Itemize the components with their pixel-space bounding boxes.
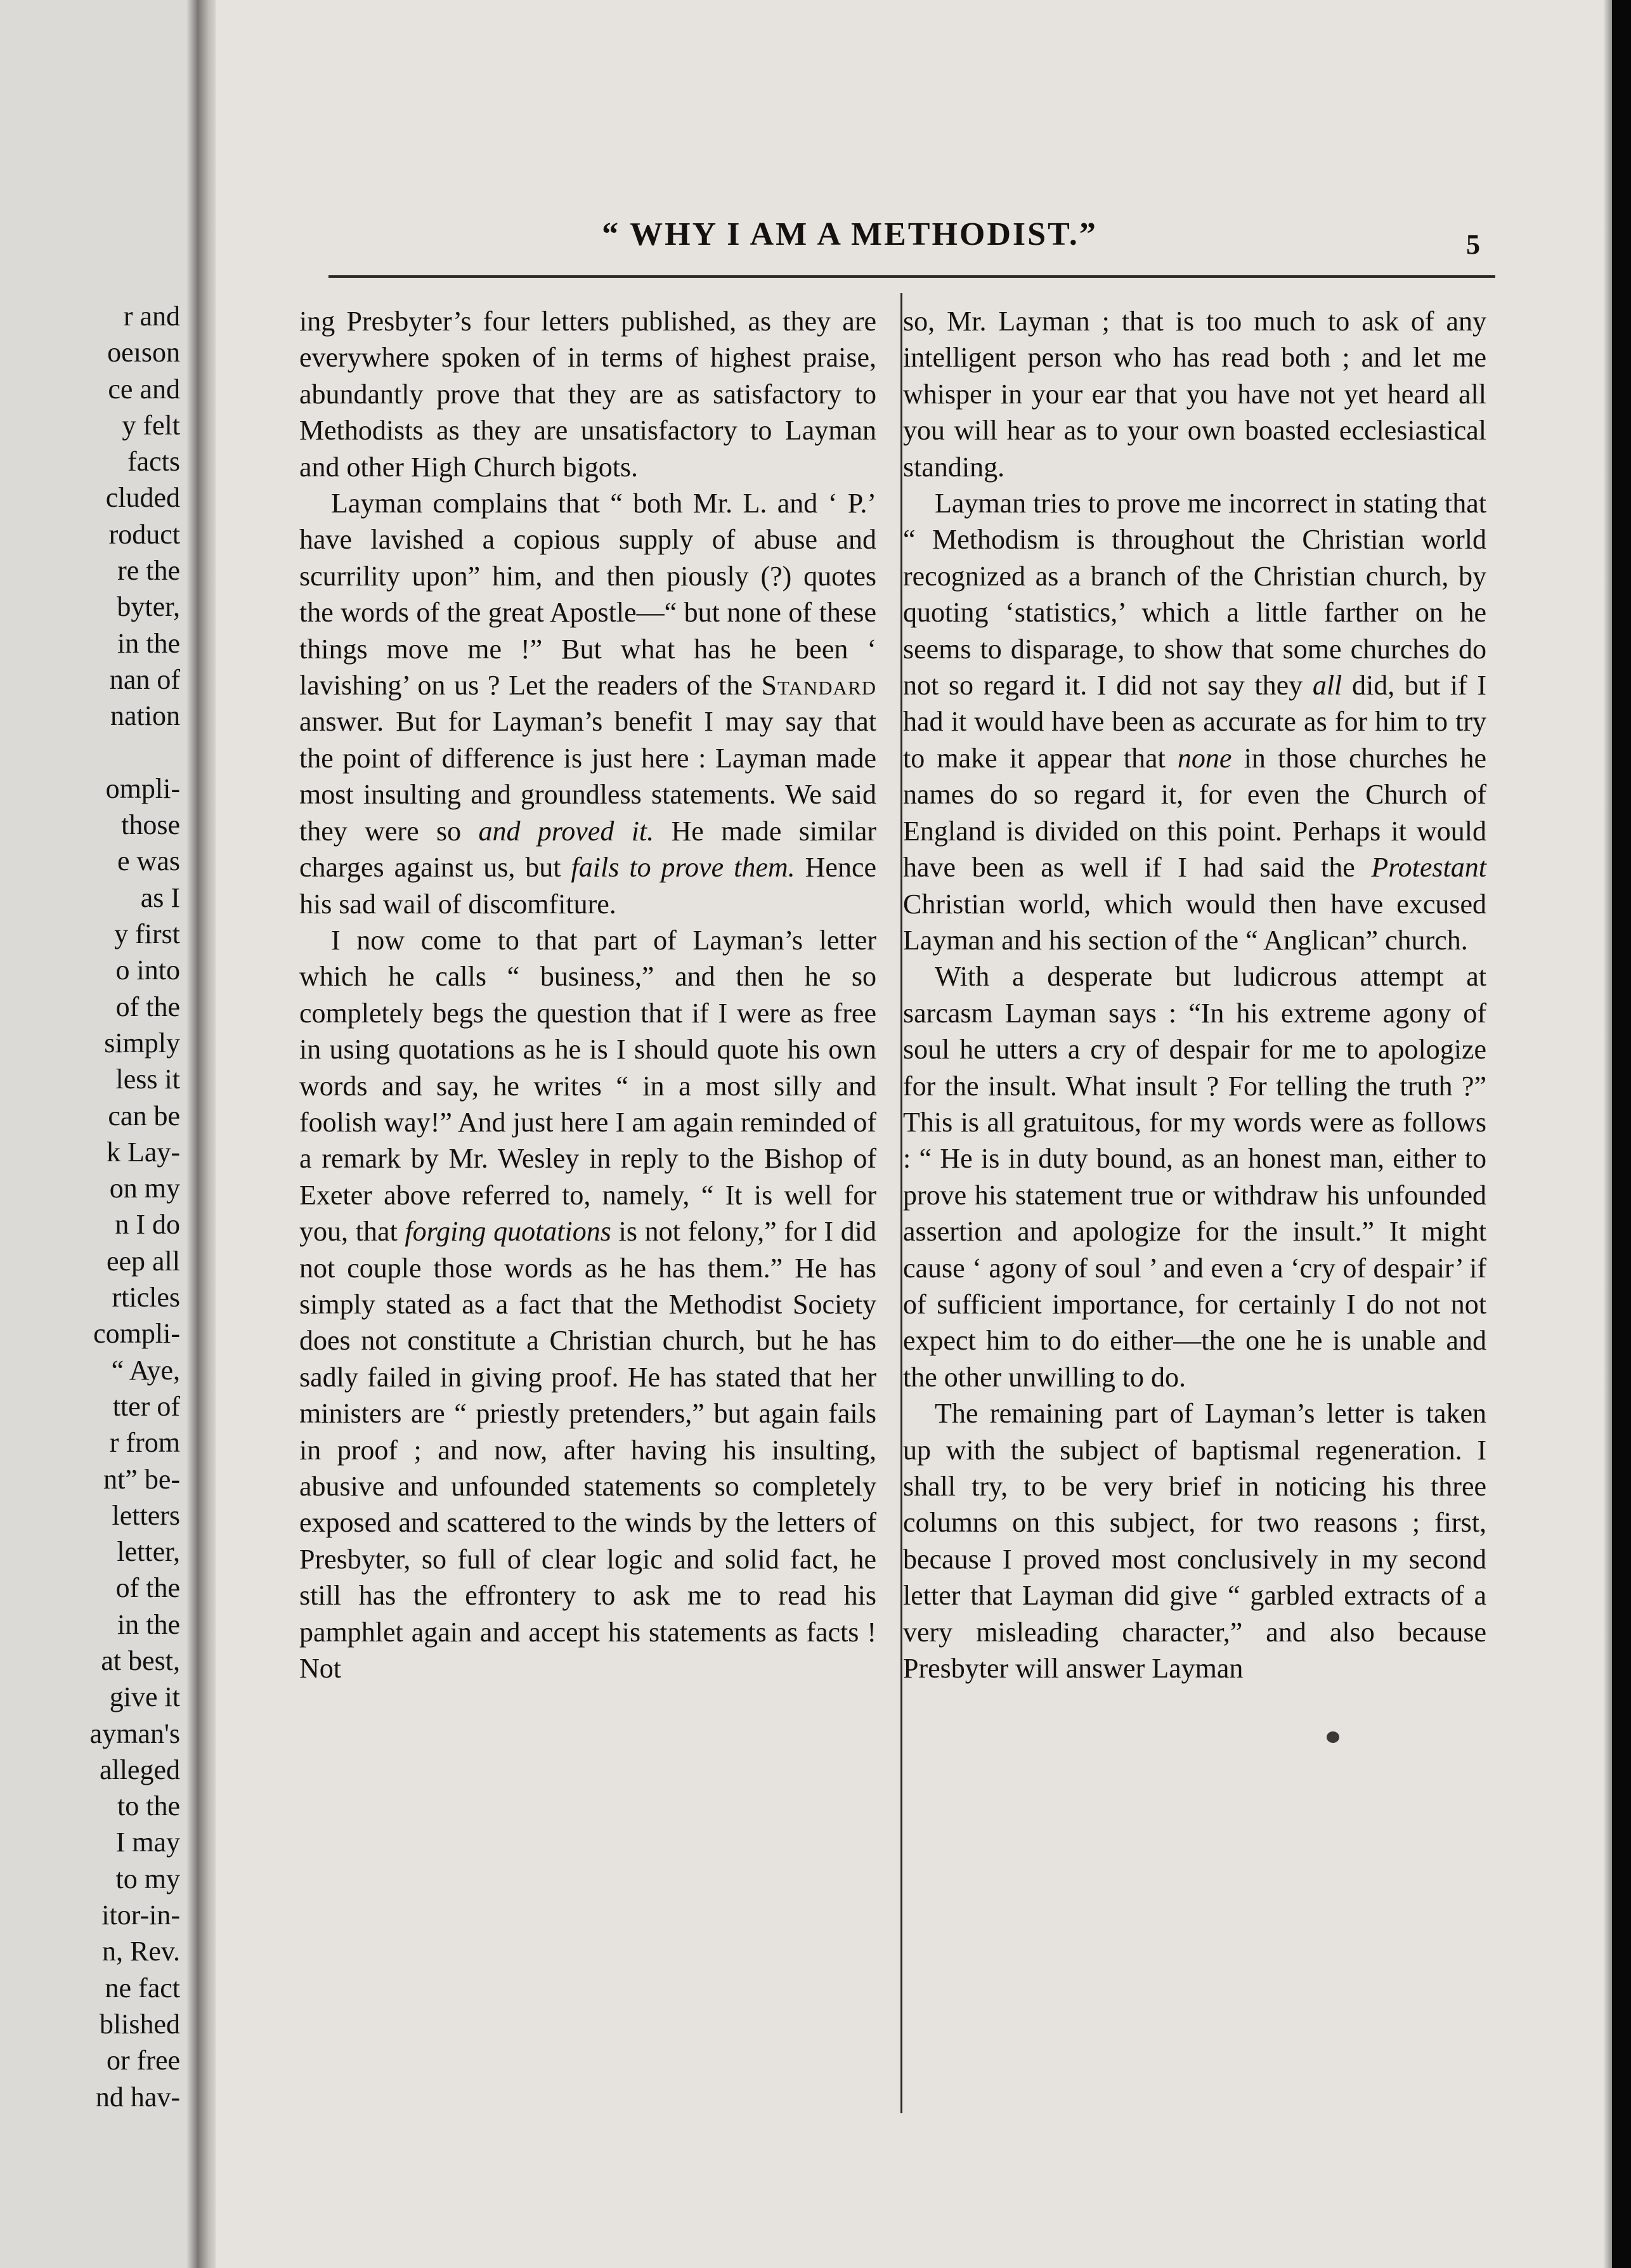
- previous-page-line: byter,: [117, 591, 180, 623]
- previous-page-line: of the: [115, 1572, 180, 1604]
- previous-page-line: ayman's: [89, 1717, 180, 1749]
- previous-page-line: I may: [115, 1827, 180, 1858]
- previous-page-line: itor-in-: [101, 1900, 180, 1931]
- previous-page-line: nd hav-: [95, 2081, 180, 2113]
- paragraph: [299, 303, 876, 485]
- previous-page-line: r and: [123, 301, 180, 332]
- previous-page-line: “ Aye,: [111, 1354, 180, 1386]
- previous-page-text: [90, 298, 180, 2115]
- previous-page-line: ne fact: [105, 1972, 180, 2004]
- previous-page-line: simply: [104, 1027, 180, 1059]
- previous-page-edge: [0, 0, 198, 2268]
- previous-page-line: ompli-: [105, 772, 180, 804]
- paragraph: [903, 1395, 1486, 1686]
- previous-page-line: nt” be-: [103, 1463, 180, 1495]
- previous-page-line: blished: [99, 2008, 180, 2040]
- paragraph-text: ing Presbyter’s four letters published, as they are everywhere spoken of in terms of highest praise, abundantly prove that they are as satisfactory to Methodists as they are unsatisfactory to Layman and other High Church bigots.: [299, 306, 876, 483]
- paragraph: [299, 922, 876, 1687]
- paragraph-text: Layman tries to prove me incorrect in stating that “ Methodism is throughout the Christian world recognized as a branch of the Christian church, by quoting ‘statistics,’ which a little farther on he seems to disparage, to show that some churches do not so regard it. I did not say they: [903, 488, 1486, 701]
- paragraph-text: The remaining part of Layman’s letter is taken up with the subject of baptismal regeneration. I shall try, to be very brief in noticing his three columns on this subject, for two reasons ; first, because I proved most conclusively in my second letter that Layman did give “ garbled extracts of a very misleading character,” and also because Presbyter will answer Layman: [903, 1398, 1486, 1685]
- previous-page-line: y felt: [122, 409, 180, 441]
- previous-page-line: letters: [112, 1499, 180, 1531]
- previous-page-line: those: [121, 809, 180, 841]
- paragraph-text: so, Mr. Layman ; that is too much to ask of any intelligent person who has read both ; and let me whisper in your ear that you have not yet heard all you will hear as to your own boasted ecclesiastical standing.: [903, 306, 1486, 483]
- right-column: [903, 303, 1486, 1686]
- previous-page-line: of the: [115, 991, 180, 1022]
- header-rule: [328, 275, 1495, 278]
- paragraph-text: answer. But for Layman’s benefit I may say that the point of difference is just here : Layman made most insulting and groundless statements. We said they were so: [299, 706, 876, 847]
- paragraph-text: I now come to that part of Layman’s letter which he calls “ business,” and then he so completely begs the question that if I were as free in using quotations as he is I should quote his own words and say, he writes “ in a most silly and foolish way!” And just here I am again reminded of a remark by Mr. Wesley in reply to the Bishop of Exeter above referred to, namely, “ It is well for you, that: [299, 924, 876, 1248]
- running-header-title: “ WHY I AM A METHODIST.”: [602, 216, 1098, 252]
- previous-page-line: as I: [140, 882, 180, 913]
- paragraph-text: is not felony,” for I did not couple those words as he has them.” He has simply stated as a fact that the Methodist Society does not constitute a Christian church, but he has sadly failed in giving proof. He has stated that her ministers are “ priestly pretenders,” but again fails in proof ; and now, after having his insulting, abusive and unfounded statements so completely exposed and scattered to the winds by the letters of Presbyter, so full of clear logic and solid fact, he still has the effrontery to ask me to read his pamphlet again and accept his statements as facts ! Not: [299, 1216, 876, 1685]
- previous-page-line: or free: [106, 2045, 180, 2076]
- previous-page-line: oeıson: [107, 337, 180, 368]
- paragraph: [903, 485, 1486, 958]
- previous-page-line: compli-: [93, 1318, 180, 1350]
- previous-page-line: r from: [109, 1427, 180, 1459]
- previous-page-line: [90, 734, 180, 771]
- paragraph: [903, 303, 1486, 485]
- previous-page-line: o into: [115, 955, 180, 986]
- previous-page-line: k Lay-: [106, 1136, 180, 1168]
- previous-page-line: to my: [115, 1863, 180, 1894]
- previous-page-line: in the: [117, 627, 180, 659]
- page-number: 5: [1466, 229, 1480, 260]
- previous-page-line: n I do: [115, 1209, 180, 1241]
- emphasis-text: forging quotations: [405, 1216, 611, 1248]
- emphasis-text: and proved it.: [478, 815, 654, 847]
- previous-page-line: e was: [117, 845, 180, 877]
- emphasis-text: none: [1177, 742, 1232, 774]
- left-column: [299, 303, 876, 1686]
- column-divider: [900, 293, 902, 2113]
- paragraph: [903, 958, 1486, 1395]
- paragraph-text: did, but if I had it would have been as accurate as for him to try to make it appear that: [903, 670, 1486, 774]
- paragraph-text: Christian world, which would then have excused Layman and his section of the “ Anglican” church.: [903, 888, 1486, 956]
- book-gutter: [198, 0, 216, 2268]
- previous-page-line: facts: [127, 446, 180, 478]
- previous-page-line: in the: [117, 1608, 180, 1640]
- previous-page-line: alleged: [99, 1754, 180, 1785]
- ink-blot: [1327, 1731, 1339, 1743]
- paragraph: [299, 485, 876, 922]
- previous-page-line: less it: [115, 1064, 180, 1095]
- previous-page-line: ce and: [108, 373, 180, 405]
- paragraph-text: Hence his sad wail of discomfiture.: [299, 852, 877, 920]
- previous-page-line: eep all: [106, 1245, 180, 1277]
- previous-page-line: nan of: [109, 663, 180, 695]
- previous-page-line: cluded: [105, 482, 180, 514]
- previous-page-line: tter of: [112, 1390, 180, 1422]
- previous-page-line: rticles: [112, 1282, 180, 1313]
- paragraph-text: Layman complains that “ both Mr. L. and ‘ P.’ have lavished a copious supply of abuse and scurrility upon” him, and then piously (?) quotes the words of the great Apostle—“ but none of these things move me !” But what has he been ‘ lavishing’ on us ? Let the readers of the: [299, 488, 876, 701]
- newspaper-name: Standard: [761, 670, 877, 701]
- previous-page-line: to the: [117, 1790, 180, 1822]
- emphasis-text: Protestant: [1371, 852, 1487, 883]
- paragraph-text: in those churches he names do so regard it, for even the Church of England is divided on this point. Perhaps it would have been as well if I had said the: [903, 742, 1487, 883]
- previous-page-line: give it: [109, 1681, 180, 1713]
- page-shadow: [1603, 0, 1612, 2268]
- previous-page-line: letter,: [117, 1536, 180, 1568]
- previous-page-line: nation: [110, 700, 180, 732]
- emphasis-text: all: [1312, 670, 1342, 701]
- previous-page-line: can be: [108, 1100, 180, 1131]
- previous-page-line: on my: [109, 1173, 180, 1204]
- paragraph-text: With a desperate but ludicrous attempt at sarcasm Layman says : “In his extreme agony of soul he utters a cry of despair for me to apologize for the insult. What insult ? For telling the truth ?” This is all gratuitous, for my words were as follows : “ He is in duty bound, as an honest man, either to prove his statement true or withdraw his unfounded assertion and apologize for the insult.” It might cause ‘ agony of soul ’ and even a ‘cry of despair’ if of sufficient importance, for certainly I do not not expect him to do either—the one he is unable and the other unwilling to do.: [903, 961, 1486, 1393]
- paragraph-text: He made similar charges against us, but: [299, 815, 877, 883]
- previous-page-line: at best,: [101, 1645, 180, 1676]
- previous-page-line: n, Rev.: [101, 1936, 180, 1967]
- previous-page-line: re the: [117, 555, 180, 587]
- emphasis-text: fails to prove them.: [571, 852, 795, 883]
- previous-page-line: roduct: [108, 518, 180, 550]
- previous-page-line: y first: [114, 918, 180, 950]
- page-shadow: [186, 0, 198, 2268]
